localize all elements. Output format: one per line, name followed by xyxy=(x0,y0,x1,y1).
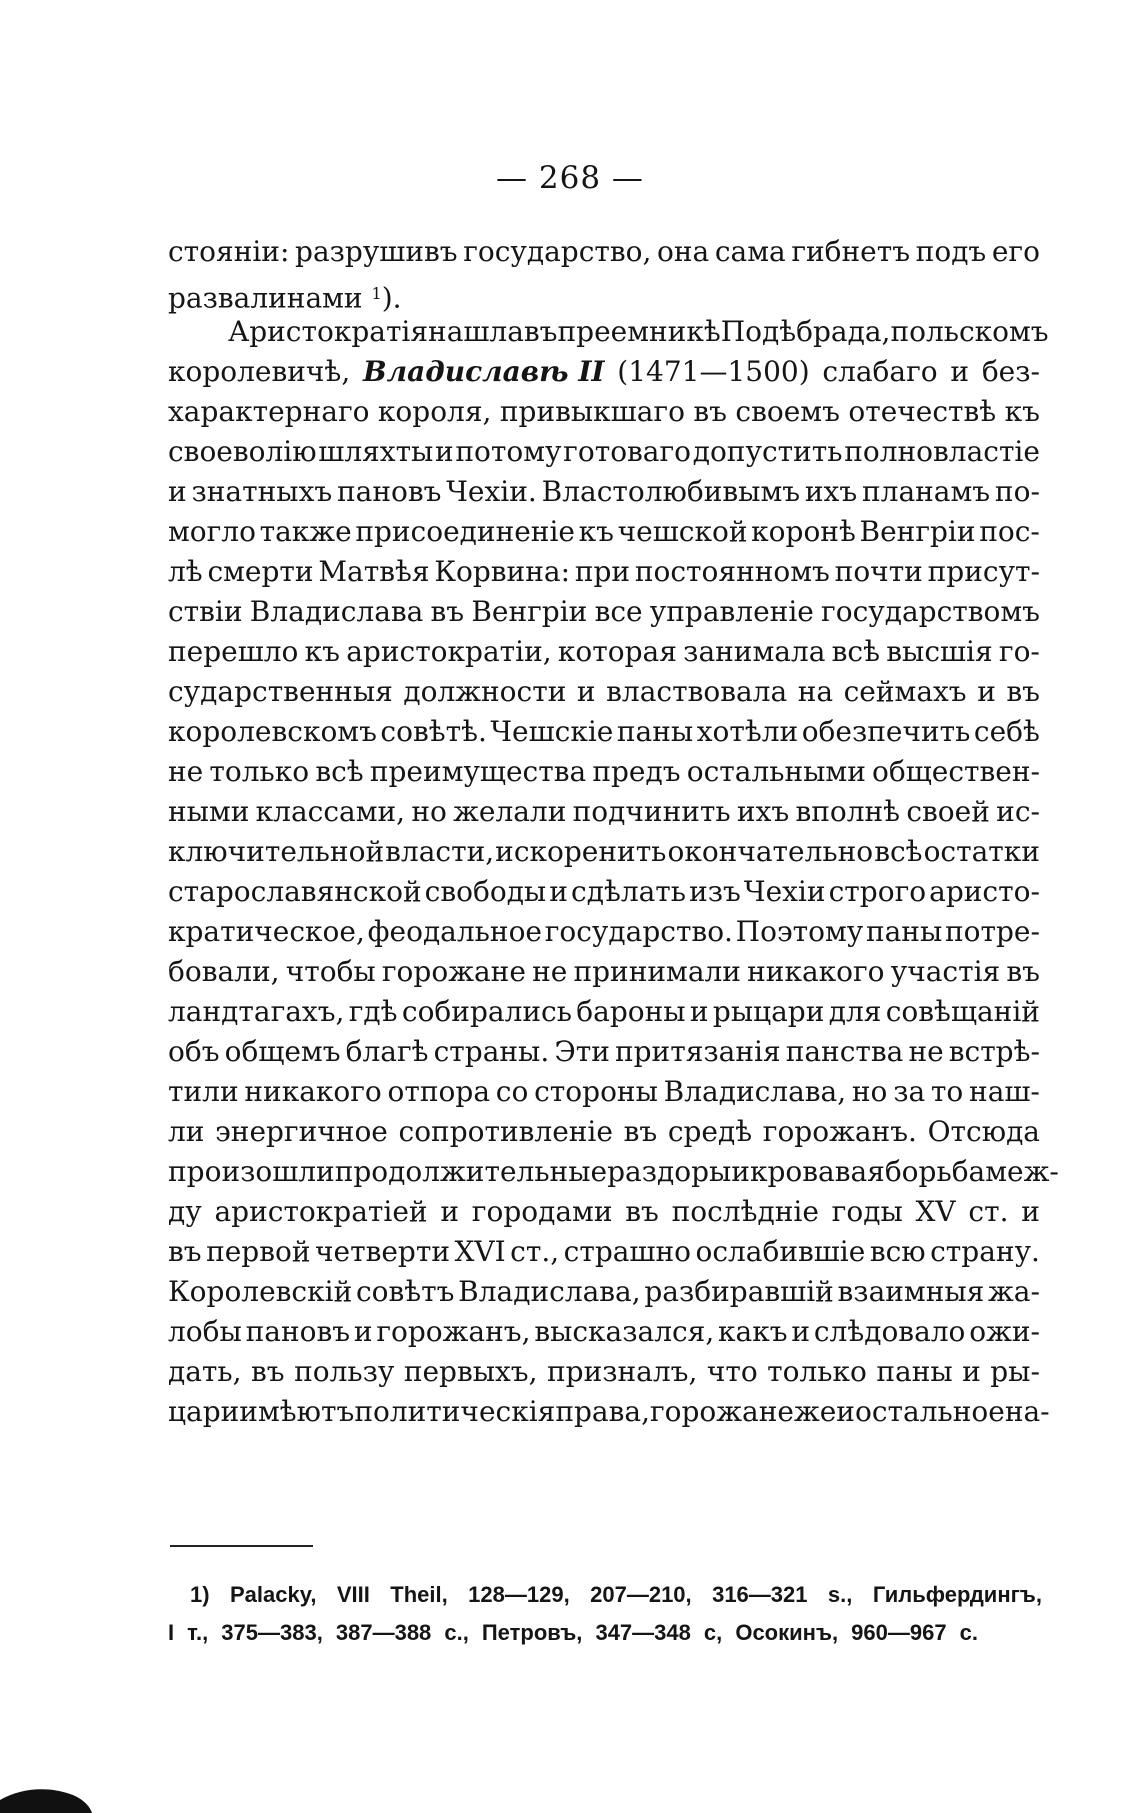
word: объ xyxy=(168,1035,220,1068)
word: бовали, xyxy=(168,955,280,988)
word: ландтагахъ, xyxy=(168,995,345,1028)
word: рыцари xyxy=(712,995,825,1028)
word: 1) xyxy=(190,1582,210,1607)
word: властвовала xyxy=(606,675,788,708)
word: собирались xyxy=(401,995,572,1028)
word: притязанiя xyxy=(614,1035,781,1068)
footnote-marker[interactable]: 1 xyxy=(371,284,382,303)
word: въ xyxy=(693,395,727,428)
word: присоединенiе xyxy=(355,515,575,548)
word: аристо- xyxy=(929,875,1040,908)
word: слѣдовало xyxy=(813,1315,966,1348)
word: кровавая xyxy=(749,1155,885,1188)
word: предъ xyxy=(592,755,681,788)
word: продолжительные xyxy=(334,1155,608,1188)
word: раздоры xyxy=(607,1155,732,1188)
word: готоваго xyxy=(563,435,692,468)
word: XVI xyxy=(454,1235,506,1268)
word: VIII xyxy=(336,1582,370,1607)
word: Theil, xyxy=(390,1582,448,1607)
word: паны xyxy=(876,1355,953,1388)
word: горожанъ, xyxy=(376,1315,531,1348)
text-line xyxy=(168,912,1040,952)
word: пановъ xyxy=(245,1315,351,1348)
word: принимали xyxy=(573,955,741,988)
word: сударственныя xyxy=(168,675,393,708)
word: ст., xyxy=(510,1235,560,1268)
text-line xyxy=(168,1072,1040,1112)
word: никакого xyxy=(244,1075,382,1108)
word: къ xyxy=(304,635,340,668)
word: совѣщанiй xyxy=(885,995,1040,1028)
word: первой xyxy=(206,1235,311,1268)
word: также xyxy=(259,515,352,548)
word: по- xyxy=(994,475,1040,508)
word: Чехiи. xyxy=(446,475,537,508)
word: 960—967 xyxy=(851,1620,947,1645)
word: своей xyxy=(906,795,990,828)
word: ихъ xyxy=(804,475,858,508)
word: государство. xyxy=(544,915,733,948)
word: Владислава, xyxy=(663,1075,847,1108)
word: въ xyxy=(251,1355,285,1388)
word: въ xyxy=(1006,955,1040,988)
word: классами, xyxy=(255,795,406,828)
word: гдѣ xyxy=(348,995,398,1028)
word: которая xyxy=(557,635,677,668)
word: аристократiей xyxy=(214,1195,428,1228)
word: горожанъ. xyxy=(762,1115,917,1148)
word: пос- xyxy=(979,515,1040,548)
word: с. xyxy=(959,1620,978,1645)
word: только xyxy=(209,755,310,788)
word: въ xyxy=(1006,675,1040,708)
word: Королевскiй xyxy=(168,1275,353,1308)
text-line xyxy=(168,232,1040,272)
word: не xyxy=(908,1035,944,1068)
word: обезпечить xyxy=(801,715,971,748)
word: участiя xyxy=(890,955,1001,988)
word: Чешскiе xyxy=(490,715,614,748)
word: шляхты xyxy=(318,435,434,468)
word: призналъ, xyxy=(546,1355,698,1388)
word: и xyxy=(731,1155,750,1188)
word: всю xyxy=(869,1235,926,1268)
word: она xyxy=(657,235,710,268)
word: страну. xyxy=(930,1235,1040,1268)
word: Петровъ, xyxy=(481,1620,583,1645)
text-line xyxy=(168,672,1040,712)
word: отечествѣ xyxy=(848,395,997,428)
footnote-line xyxy=(168,1616,978,1650)
word: въ xyxy=(168,1235,202,1268)
word: Palacky, xyxy=(229,1582,317,1607)
word: Владислава xyxy=(249,595,424,628)
text-line xyxy=(168,352,1040,392)
word: государствомъ xyxy=(821,595,1040,628)
word: права, xyxy=(555,1395,650,1428)
word: взаимныя xyxy=(837,1275,985,1308)
word: 375—383, xyxy=(221,1620,323,1645)
word: не xyxy=(168,755,204,788)
text-line xyxy=(168,1032,1040,1072)
word: совѣтѣ. xyxy=(380,715,487,748)
word: Венгрiи xyxy=(859,515,976,548)
word: и xyxy=(440,1195,460,1228)
word: и xyxy=(689,995,709,1028)
text-line xyxy=(168,832,1040,872)
word: ду xyxy=(168,1195,202,1228)
word: Отсюда xyxy=(927,1115,1040,1148)
word: нашла xyxy=(428,315,524,348)
word: королевскомъ xyxy=(168,715,377,748)
word: привыкшаго xyxy=(499,395,685,428)
word: (1471—1500) xyxy=(617,355,810,388)
text-fragment: ). xyxy=(381,281,402,315)
word: его xyxy=(991,235,1040,268)
word: с., xyxy=(444,1620,469,1645)
word: и xyxy=(549,875,568,908)
word: никакого xyxy=(747,955,885,988)
word: потому xyxy=(455,435,562,468)
word: жа- xyxy=(988,1275,1040,1308)
text-line xyxy=(168,472,1040,512)
word: аристократiи, xyxy=(346,635,552,668)
text-line xyxy=(168,392,1040,432)
word: без- xyxy=(981,355,1040,388)
word: и xyxy=(435,435,454,468)
word: остатки xyxy=(923,835,1040,868)
text-line xyxy=(168,272,1040,315)
word: на xyxy=(797,675,834,708)
word: XV xyxy=(915,1195,956,1228)
word: желали xyxy=(453,795,567,828)
word: и xyxy=(353,1315,373,1348)
word: старославянской xyxy=(168,875,422,908)
text-line xyxy=(168,1272,1040,1312)
word: пользу xyxy=(294,1355,395,1388)
word: государство, xyxy=(463,235,652,268)
text-line xyxy=(168,792,1040,832)
word: Поэтому xyxy=(735,915,864,948)
word: т., xyxy=(187,1620,209,1645)
word: Эти xyxy=(554,1035,610,1068)
text-fragment: королевичѣ, xyxy=(168,355,351,388)
word: въ xyxy=(523,315,558,348)
word: хотѣли xyxy=(696,715,799,748)
word: въ xyxy=(625,1195,659,1228)
word: сдѣлать xyxy=(571,875,687,908)
word: городами xyxy=(471,1195,613,1228)
word: 316—321 xyxy=(712,1582,808,1607)
ink-smudge-graphic xyxy=(0,1760,92,1813)
word: чтобы xyxy=(285,955,376,988)
word: тили xyxy=(168,1075,239,1108)
word: и xyxy=(1021,1195,1040,1228)
text-line xyxy=(168,552,1040,592)
word: ключительной xyxy=(168,835,385,868)
word: паны xyxy=(865,915,943,948)
word: кратическое, xyxy=(168,915,365,948)
word: сопротивленiе xyxy=(398,1115,613,1148)
word: допустить xyxy=(692,435,843,468)
word: полновластiе xyxy=(844,435,1040,468)
text-line xyxy=(168,872,1040,912)
word: перешло xyxy=(168,635,299,668)
text-line xyxy=(228,312,1049,352)
word: ры- xyxy=(990,1355,1040,1388)
ruler-name: Владиславѣ II xyxy=(362,355,605,388)
word: Чехiи xyxy=(743,875,826,908)
word: I xyxy=(168,1620,175,1645)
word: потре- xyxy=(944,915,1040,948)
word: и xyxy=(576,675,596,708)
word: могло xyxy=(168,515,256,548)
word: власти, xyxy=(385,835,495,868)
text-line xyxy=(168,1352,1040,1392)
text-line xyxy=(168,1152,1059,1192)
word: ствiи xyxy=(168,595,243,628)
word: но xyxy=(411,795,447,828)
word: Гильфердингъ, xyxy=(872,1582,1042,1607)
word: с, xyxy=(703,1620,723,1645)
word: всѣ xyxy=(831,635,881,668)
word: гибнетъ xyxy=(791,235,911,268)
word: себѣ xyxy=(973,715,1040,748)
word: годы xyxy=(831,1195,903,1228)
word: паны xyxy=(616,715,694,748)
text-line xyxy=(168,512,1040,552)
word: ожи- xyxy=(969,1315,1040,1348)
word: Матвѣя xyxy=(318,555,430,588)
footnote-line xyxy=(190,1578,1042,1612)
word: Корвина: xyxy=(434,555,571,588)
word: высшiя xyxy=(886,635,993,668)
word: стоянiи: xyxy=(168,235,290,268)
word: страны. xyxy=(433,1035,550,1068)
word: и xyxy=(836,1395,855,1428)
text-line xyxy=(168,752,1040,792)
word: политическiя xyxy=(354,1395,556,1428)
word: горожане xyxy=(649,1395,794,1428)
word: ными xyxy=(168,795,250,828)
word: ст. xyxy=(968,1195,1009,1228)
word: преемникѣ xyxy=(557,315,721,348)
word: Властолюбивымъ xyxy=(541,475,801,508)
word: подчинить xyxy=(572,795,731,828)
word: планамъ xyxy=(862,475,991,508)
word: строго xyxy=(828,875,927,908)
word: благѣ xyxy=(345,1035,429,1068)
word: что xyxy=(706,1355,758,1388)
word: въ xyxy=(623,1115,658,1148)
word: къ xyxy=(578,515,614,548)
word: все xyxy=(594,595,643,628)
word: дать, xyxy=(168,1355,242,1388)
text-line xyxy=(168,1192,1040,1232)
word: преимущества xyxy=(369,755,587,788)
word: лѣ xyxy=(168,555,203,588)
word: свободы xyxy=(424,875,547,908)
word: встрѣ- xyxy=(948,1035,1040,1068)
word: средѣ xyxy=(667,1115,753,1148)
word: сама xyxy=(714,235,786,268)
word: знатныхъ xyxy=(191,475,333,508)
text-line xyxy=(168,1112,1040,1152)
word: не xyxy=(532,955,568,988)
word: польскомъ xyxy=(890,315,1049,348)
text-fragment: развалинами xyxy=(168,281,363,315)
word: и xyxy=(950,355,970,388)
word: наш- xyxy=(969,1075,1040,1108)
word: Владислава, xyxy=(458,1275,641,1308)
word: должности xyxy=(403,675,567,708)
word: то xyxy=(930,1075,964,1108)
word: 387—388 xyxy=(335,1620,432,1645)
word: лобы xyxy=(168,1315,242,1348)
word: имѣютъ xyxy=(239,1395,355,1428)
word: ис- xyxy=(996,795,1040,828)
word: постоянномъ xyxy=(634,555,830,588)
word: при xyxy=(574,555,631,588)
word: характернаго xyxy=(168,395,370,428)
word: и xyxy=(791,1315,811,1348)
word: но xyxy=(851,1075,888,1108)
word: пановъ xyxy=(337,475,442,508)
text-line xyxy=(168,1392,1050,1432)
word: только xyxy=(767,1355,867,1388)
word: 207—210, xyxy=(590,1582,692,1607)
word: ослабившiе xyxy=(695,1235,866,1268)
word: въ xyxy=(430,595,465,628)
word: бароны xyxy=(576,995,686,1028)
word: ли xyxy=(168,1115,205,1148)
word: панства xyxy=(785,1035,904,1068)
word: ихъ xyxy=(736,795,790,828)
word: къ xyxy=(1004,395,1040,428)
word: остальными xyxy=(686,755,866,788)
word: почти xyxy=(834,555,923,588)
word: короля, xyxy=(377,395,492,428)
word: первыхъ, xyxy=(403,1355,538,1388)
word: Аристократiя xyxy=(228,315,429,348)
word: для xyxy=(828,995,882,1028)
text-line xyxy=(168,952,1040,992)
word: занимала xyxy=(683,635,826,668)
text-line xyxy=(168,1232,1040,1272)
word: 128—129, xyxy=(468,1582,570,1607)
word: обществен- xyxy=(872,755,1040,788)
word: коронѣ xyxy=(751,515,856,548)
footnote-divider xyxy=(170,1545,313,1547)
word: со xyxy=(495,1075,529,1108)
word: искоренить xyxy=(495,835,667,868)
word: остальное xyxy=(854,1395,1005,1428)
word: своемъ xyxy=(735,395,840,428)
word: меж- xyxy=(985,1155,1059,1188)
word: го- xyxy=(998,635,1040,668)
word: цари xyxy=(168,1395,240,1428)
word: Подѣбрада, xyxy=(720,315,891,348)
word: феодальное xyxy=(367,915,542,948)
word: послѣднiе xyxy=(671,1195,819,1228)
word: за xyxy=(893,1075,926,1108)
word: на- xyxy=(1004,1395,1050,1428)
word: Осокинъ, xyxy=(735,1620,839,1645)
word: окончательно xyxy=(667,835,874,868)
word: слабаго xyxy=(822,355,938,388)
word: s., xyxy=(827,1582,853,1607)
word: всѣ xyxy=(874,835,923,868)
text-line xyxy=(168,992,1040,1032)
word: четверти xyxy=(315,1235,450,1268)
word: энергичное xyxy=(215,1115,388,1148)
word: смерти xyxy=(207,555,314,588)
word: горожане xyxy=(381,955,526,988)
word: отпора xyxy=(387,1075,491,1108)
word: разбиравшiй xyxy=(644,1275,834,1308)
text-line xyxy=(168,432,1040,472)
word: изъ xyxy=(689,875,741,908)
word: высказался, xyxy=(534,1315,715,1348)
word: управленiе xyxy=(649,595,814,628)
page-number: — 268 — xyxy=(496,160,644,196)
word: чешской xyxy=(617,515,748,548)
word: 347—348 xyxy=(595,1620,691,1645)
word: и xyxy=(168,475,187,508)
word: произошли xyxy=(168,1155,335,1188)
word: общемъ xyxy=(224,1035,341,1068)
word: какъ xyxy=(718,1315,788,1348)
word: и xyxy=(962,1355,981,1388)
word: присут- xyxy=(927,555,1040,588)
word: же xyxy=(793,1395,837,1428)
word: разрушивъ xyxy=(295,235,458,268)
text-line xyxy=(168,712,1040,752)
word: стороны xyxy=(534,1075,658,1108)
word: своеволiю xyxy=(168,435,317,468)
word: совѣтъ xyxy=(355,1275,455,1308)
text-line xyxy=(168,592,1040,632)
word: сеймахъ xyxy=(843,675,967,708)
text-line xyxy=(168,632,1040,672)
word: борьба xyxy=(884,1155,986,1188)
text-line xyxy=(168,1312,1040,1352)
word: вполнѣ xyxy=(795,795,901,828)
word: Венгрiи xyxy=(471,595,588,628)
word: подъ xyxy=(915,235,987,268)
word: всѣ xyxy=(315,755,364,788)
word: и xyxy=(977,675,996,708)
word: страшно xyxy=(563,1235,691,1268)
